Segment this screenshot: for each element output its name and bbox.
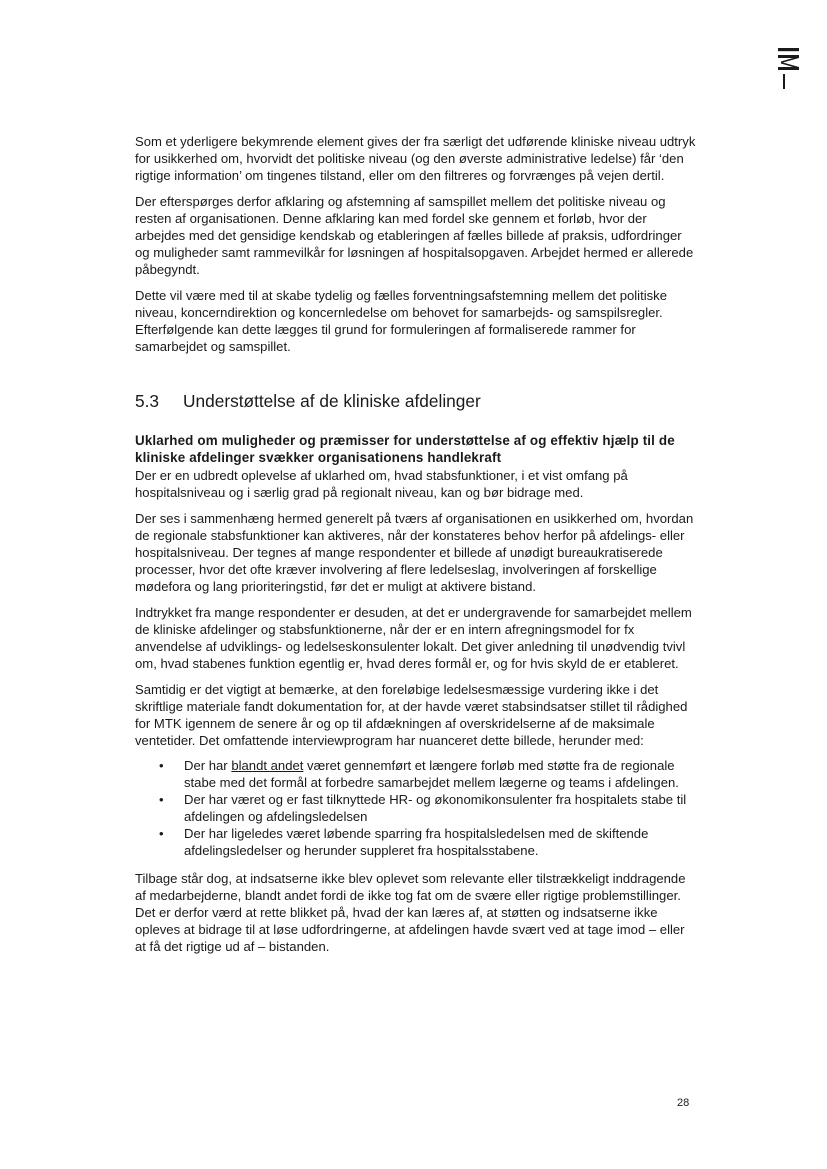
document-body [135,133,697,964]
paragraph: Som et yderligere bekymrende element gives der fra særligt det udførende kliniske niveau udtryk for usikkerhed om, hvorvidt det politiske niveau (og den øverste administrative ledelse) får ‘den rigtige information’ om tingenes tilstand, eller om den filtreres og forvrænges på vejen dertil. [135,134,696,183]
list-item-text: været gennemført et længere forløb med støtte fra de regionale stabe med det formål at forbedre samarbejdet mellem lægerne og teams i afdelingen. [184,758,679,790]
section-heading [135,390,697,412]
bullet-icon: • [159,792,164,807]
paragraph: Tilbage står dog, at indsatserne ikke blev oplevet som relevante eller tilstrækkeligt inddragende af medarbejderne, blandt andet fordi de ikke tog fat om de svære eller rigtige problemstillinger. Det er derfor værd at rette blikket på, hvad der kan læres af, at støtten og indsatserne ikke opleves at bidrage til at løse udfordringerne, at afdelingen havde svært ved at tage imod – eller at få det rigtige ud af – bistanden. [135,871,686,954]
subheading: Uklarhed om muligheder og præmisser for understøttelse af og effektiv hjælp til de kliniske afdelinger svækker organisationens handlekraft [135,433,675,465]
section-title: Understøttelse af de kliniske afdelinger [183,391,481,411]
list-item-text: Der har været og er fast tilknyttede HR- og økonomikonsulenter fra hospitalets stabe til afdelingen og afdelingsledelsen [184,792,687,824]
page-number: 28 [677,1097,690,1109]
list-item [135,791,697,825]
section-number: 5.3 [135,391,160,411]
bullet-list [135,757,697,859]
paragraph: Der ses i sammenhæng hermed generelt på tværs af organisationen en usikkerhed om, hvordan de regionale stabsfunktioner kan aktiveres, når der konstateres behov herfor på afdelings- eller hospitalsniveau. Der tegnes af mange respondenter et billede af unødigt bureaukratiserede processer, hvor det ofte kræver involvering af flere ledelseslag, involveringen af forskellige mødefora og lang prioriteringstid, før det er muligt at aktivere bistand. [135,511,694,594]
list-item-text: Der har ligeledes været løbende sparring fra hospitalsledelsen med de skiftende afdelingsledelser og herunder suppleret fra hospitalsstabene. [184,826,649,858]
underlined-text: blandt andet [231,758,304,773]
im-logo [778,48,800,90]
paragraph: Indtrykket fra mange respondenter er desuden, at det er undergravende for samarbejdet mellem de kliniske afdelinger og stabsfunktionerne, når der er en intern afregningsmodel for fx anvendelse af udviklings- og ledelseskonsulenter lokalt. Det giver anledning til unødvendig tvivl om, hvad stabenes funktion egentlig er, hvad deres formål er, og for hvis skyld de er etableret. [135,605,692,671]
paragraph: Dette vil være med til at skabe tydelig og fælles forventningsafstemning mellem det politiske niveau, koncerndirektion og koncernledelse om behovet for samarbejds- og samspilsregler. Efterfølgende kan dette lægges til grund for formuleringen af formaliserede rammer for samarbejdet og samspillet. [135,288,667,354]
list-item-text: Der har [184,758,232,773]
paragraph: Der er en udbredt oplevelse af uklarhed om, hvad stabsfunktioner, i et vist omfang på hospitalsniveau og i særlig grad på regionalt niveau, kan og bør bidrage med. [135,468,628,500]
list-item [135,825,697,859]
list-item [135,757,697,791]
bullet-icon: • [159,758,164,773]
paragraph: Der efterspørges derfor afklaring og afstemning af samspillet mellem det politiske niveau og resten af organisationen. Denne afklaring kan med fordel ske gennem et forløb, hvor der arbejdes med det gensidige kendskab og etableringen af fælles billede af praksis, udfordringer og muligheder samt rammevilkår for løsningen af hospitalsopgaven. Arbejdet hermed er allerede påbegyndt. [135,194,694,277]
bullet-icon: • [159,826,164,841]
paragraph: Samtidig er det vigtigt at bemærke, at den foreløbige ledelsesmæssige vurdering ikke i det skriftlige materiale fandt dokumentation for, at der havde været stabsindsatser stillet til rådighed for MTK igennem de senere år og op til afdækningen af overskridelserne af de maksimale ventetider. Det omfattende interviewprogram har nuanceret dette billede, herunder med: [135,682,688,748]
